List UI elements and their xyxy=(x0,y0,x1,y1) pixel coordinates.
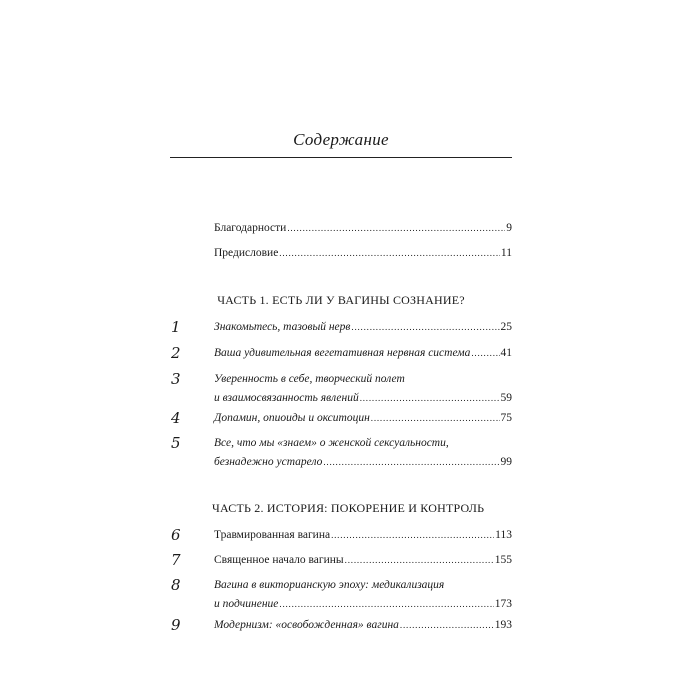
entry-page: 41 xyxy=(500,347,512,359)
leader-dots xyxy=(345,551,494,570)
toc-entry-chapter-1[interactable] xyxy=(214,318,512,337)
entry-title: Благодарности xyxy=(214,222,287,234)
leader-dots xyxy=(279,244,500,263)
chapter-number: 7 xyxy=(171,551,181,569)
leader-dots xyxy=(371,409,500,428)
toc-title: Содержание xyxy=(293,130,389,149)
entry-title: Священное начало вагины xyxy=(214,554,344,566)
chapter-number: 3 xyxy=(171,370,181,388)
toc-entry-chapter-5[interactable] xyxy=(214,434,512,472)
toc-entry-chapter-2[interactable] xyxy=(214,344,512,363)
leader-dots xyxy=(323,453,499,472)
entry-page: 59 xyxy=(500,392,512,404)
chapter-number: 5 xyxy=(171,434,181,452)
chapter-number: 2 xyxy=(171,344,181,362)
entry-title: Предисловие xyxy=(214,247,279,259)
entry-page: 99 xyxy=(500,456,512,468)
entry-page: 25 xyxy=(500,321,512,333)
part-2-heading: ЧАСТЬ 2. ИСТОРИЯ: ПОКОРЕНИЕ И КОНТРОЛЬ xyxy=(212,501,485,515)
entry-title-line-1: Вагина в викторианскую эпоху: медикализация xyxy=(214,579,445,591)
toc-entry-chapter-9[interactable] xyxy=(214,616,512,635)
entry-title-line-1: Уверенность в себе, творческий полет xyxy=(214,373,405,385)
entry-title: Травмированная вагина xyxy=(214,529,331,541)
toc-entry-chapter-8[interactable] xyxy=(214,576,512,614)
leader-dots xyxy=(279,595,493,614)
chapter-number: 4 xyxy=(171,409,181,427)
toc-entry-chapter-6[interactable] xyxy=(214,526,512,545)
entry-title: Ваша удивительная вегетативная нервная система xyxy=(214,347,471,359)
leader-dots xyxy=(287,219,505,238)
chapter-number: 9 xyxy=(171,616,181,634)
chapter-number: 6 xyxy=(171,526,181,544)
entry-title-line-1: Все, что мы «знаем» о женской сексуальности, xyxy=(214,437,449,449)
entry-page: 75 xyxy=(500,412,512,424)
entry-title: Модернизм: «освобожденная» вагина xyxy=(214,619,399,631)
entry-title-line-2: и взаимосвязанность явлений xyxy=(214,392,359,404)
entry-title-line-2: безнадежно устарело xyxy=(214,456,323,468)
entry-page: 113 xyxy=(495,529,512,541)
leader-dots xyxy=(360,389,500,408)
leader-dots xyxy=(471,344,499,363)
entry-page: 9 xyxy=(506,222,512,234)
part-1-heading: ЧАСТЬ 1. ЕСТЬ ЛИ У ВАГИНЫ СОЗНАНИЕ? xyxy=(217,293,465,307)
title-rule xyxy=(170,157,512,158)
entry-page: 11 xyxy=(500,247,512,259)
entry-title: Допамин, опиоиды и окситоцин xyxy=(214,412,370,424)
toc-entry-acknowledgements[interactable] xyxy=(214,219,512,238)
entry-page: 155 xyxy=(494,554,512,566)
leader-dots xyxy=(331,526,494,545)
chapter-number: 1 xyxy=(171,318,181,336)
chapter-number: 8 xyxy=(171,576,181,594)
toc-entry-preface[interactable] xyxy=(214,244,512,263)
leader-dots xyxy=(351,318,499,337)
entry-page: 193 xyxy=(494,619,512,631)
entry-title: Знакомьтесь, тазовый нерв xyxy=(214,321,351,333)
toc-entry-chapter-3[interactable] xyxy=(214,370,512,408)
entry-title-line-2: и подчинение xyxy=(214,598,279,610)
toc-entry-chapter-7[interactable] xyxy=(214,551,512,570)
toc-entry-chapter-4[interactable] xyxy=(214,409,512,428)
entry-page: 173 xyxy=(494,598,512,610)
leader-dots xyxy=(400,616,494,635)
